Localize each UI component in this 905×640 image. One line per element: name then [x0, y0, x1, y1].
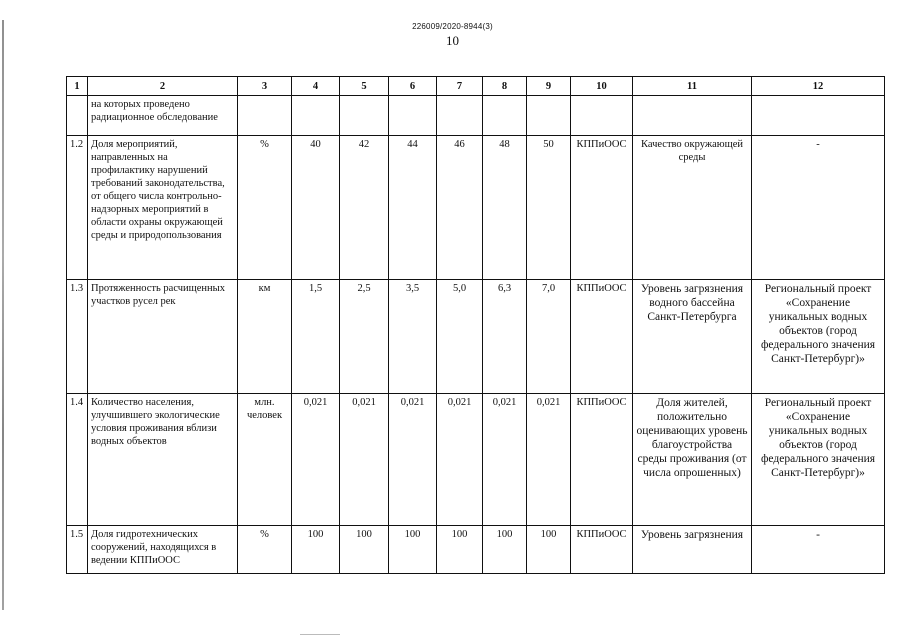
value-cell: [527, 96, 571, 136]
value-cell: 0,021: [292, 394, 340, 526]
value-cell: 100: [292, 526, 340, 574]
value-cell: [292, 96, 340, 136]
value-cell: 1,5: [292, 280, 340, 394]
row-number: 1.3: [67, 280, 88, 394]
value-cell: [389, 96, 437, 136]
indicator-name: Доля мероприятий, направленных на профилактику нарушений требований законодательства, от общего числа контрольно-надзорных мероприятий в области охраны окружающей среды и природопользования: [88, 136, 238, 280]
linked-indicator: [633, 96, 752, 136]
column-header: 2: [88, 77, 238, 96]
responsible: [571, 96, 633, 136]
page-number: 10: [446, 33, 459, 48]
linked-indicator: Уровень загрязнения водного бассейна Санкт-Петербурга: [633, 280, 752, 394]
value-cell: 2,5: [340, 280, 389, 394]
table-row: [67, 394, 885, 526]
row-number: 1.5: [67, 526, 88, 574]
value-cell: [483, 96, 527, 136]
unit: км: [238, 280, 292, 394]
indicator-name: Доля гидротехнических сооружений, находящихся в ведении КППиООС: [88, 526, 238, 574]
value-cell: 100: [527, 526, 571, 574]
column-header: 12: [752, 77, 885, 96]
scan-edge: [2, 20, 4, 610]
project: [752, 96, 885, 136]
value-cell: 0,021: [389, 394, 437, 526]
value-cell: 6,3: [483, 280, 527, 394]
indicator-name: Протяженность расчищенных участков русел рек: [88, 280, 238, 394]
table-row: [67, 280, 885, 394]
value-cell: 5,0: [437, 280, 483, 394]
unit: %: [238, 136, 292, 280]
value-cell: 0,021: [340, 394, 389, 526]
responsible: КППиООС: [571, 136, 633, 280]
linked-indicator: Доля жителей, положительно оценивающих уровень благоустройства среды проживания (от числа опрошенных): [633, 394, 752, 526]
unit: [238, 96, 292, 136]
responsible: КППиООС: [571, 394, 633, 526]
value-cell: [437, 96, 483, 136]
project: Региональный проект «Сохранение уникальных водных объектов (город федерального значения Санкт-Петербург)»: [752, 394, 885, 526]
value-cell: [340, 96, 389, 136]
table-row: [67, 96, 885, 136]
value-cell: 44: [389, 136, 437, 280]
value-cell: 0,021: [483, 394, 527, 526]
column-header: 5: [340, 77, 389, 96]
indicator-name: на которых проведено радиационное обследование: [88, 96, 238, 136]
unit: %: [238, 526, 292, 574]
value-cell: 100: [437, 526, 483, 574]
scan-artifact: [300, 634, 340, 635]
document-number: 226009/2020-8944(3): [412, 22, 493, 31]
linked-indicator: Уровень загрязнения: [633, 526, 752, 574]
column-header: 1: [67, 77, 88, 96]
responsible: КППиООС: [571, 526, 633, 574]
value-cell: 100: [389, 526, 437, 574]
responsible: КППиООС: [571, 280, 633, 394]
row-number: 1.2: [67, 136, 88, 280]
value-cell: 0,021: [437, 394, 483, 526]
indicator-name: Количество населения, улучшившего экологические условия проживания вблизи водных объектов: [88, 394, 238, 526]
table-row: [67, 136, 885, 280]
indicators-table: [66, 76, 885, 574]
row-number: [67, 96, 88, 136]
column-header: 10: [571, 77, 633, 96]
row-number: 1.4: [67, 394, 88, 526]
column-header: 8: [483, 77, 527, 96]
value-cell: 100: [340, 526, 389, 574]
value-cell: 100: [483, 526, 527, 574]
value-cell: 40: [292, 136, 340, 280]
value-cell: 0,021: [527, 394, 571, 526]
table-header-row: [67, 77, 885, 96]
value-cell: 48: [483, 136, 527, 280]
column-header: 3: [238, 77, 292, 96]
column-header: 7: [437, 77, 483, 96]
value-cell: 42: [340, 136, 389, 280]
table-row: [67, 526, 885, 574]
project: Региональный проект «Сохранение уникальных водных объектов (город федерального значения Санкт-Петербург)»: [752, 280, 885, 394]
value-cell: 50: [527, 136, 571, 280]
value-cell: 3,5: [389, 280, 437, 394]
value-cell: 46: [437, 136, 483, 280]
column-header: 6: [389, 77, 437, 96]
value-cell: 7,0: [527, 280, 571, 394]
column-header: 11: [633, 77, 752, 96]
column-header: 4: [292, 77, 340, 96]
column-header: 9: [527, 77, 571, 96]
project: -: [752, 136, 885, 280]
unit: млн. человек: [238, 394, 292, 526]
linked-indicator: Качество окружающей среды: [633, 136, 752, 280]
project: -: [752, 526, 885, 574]
